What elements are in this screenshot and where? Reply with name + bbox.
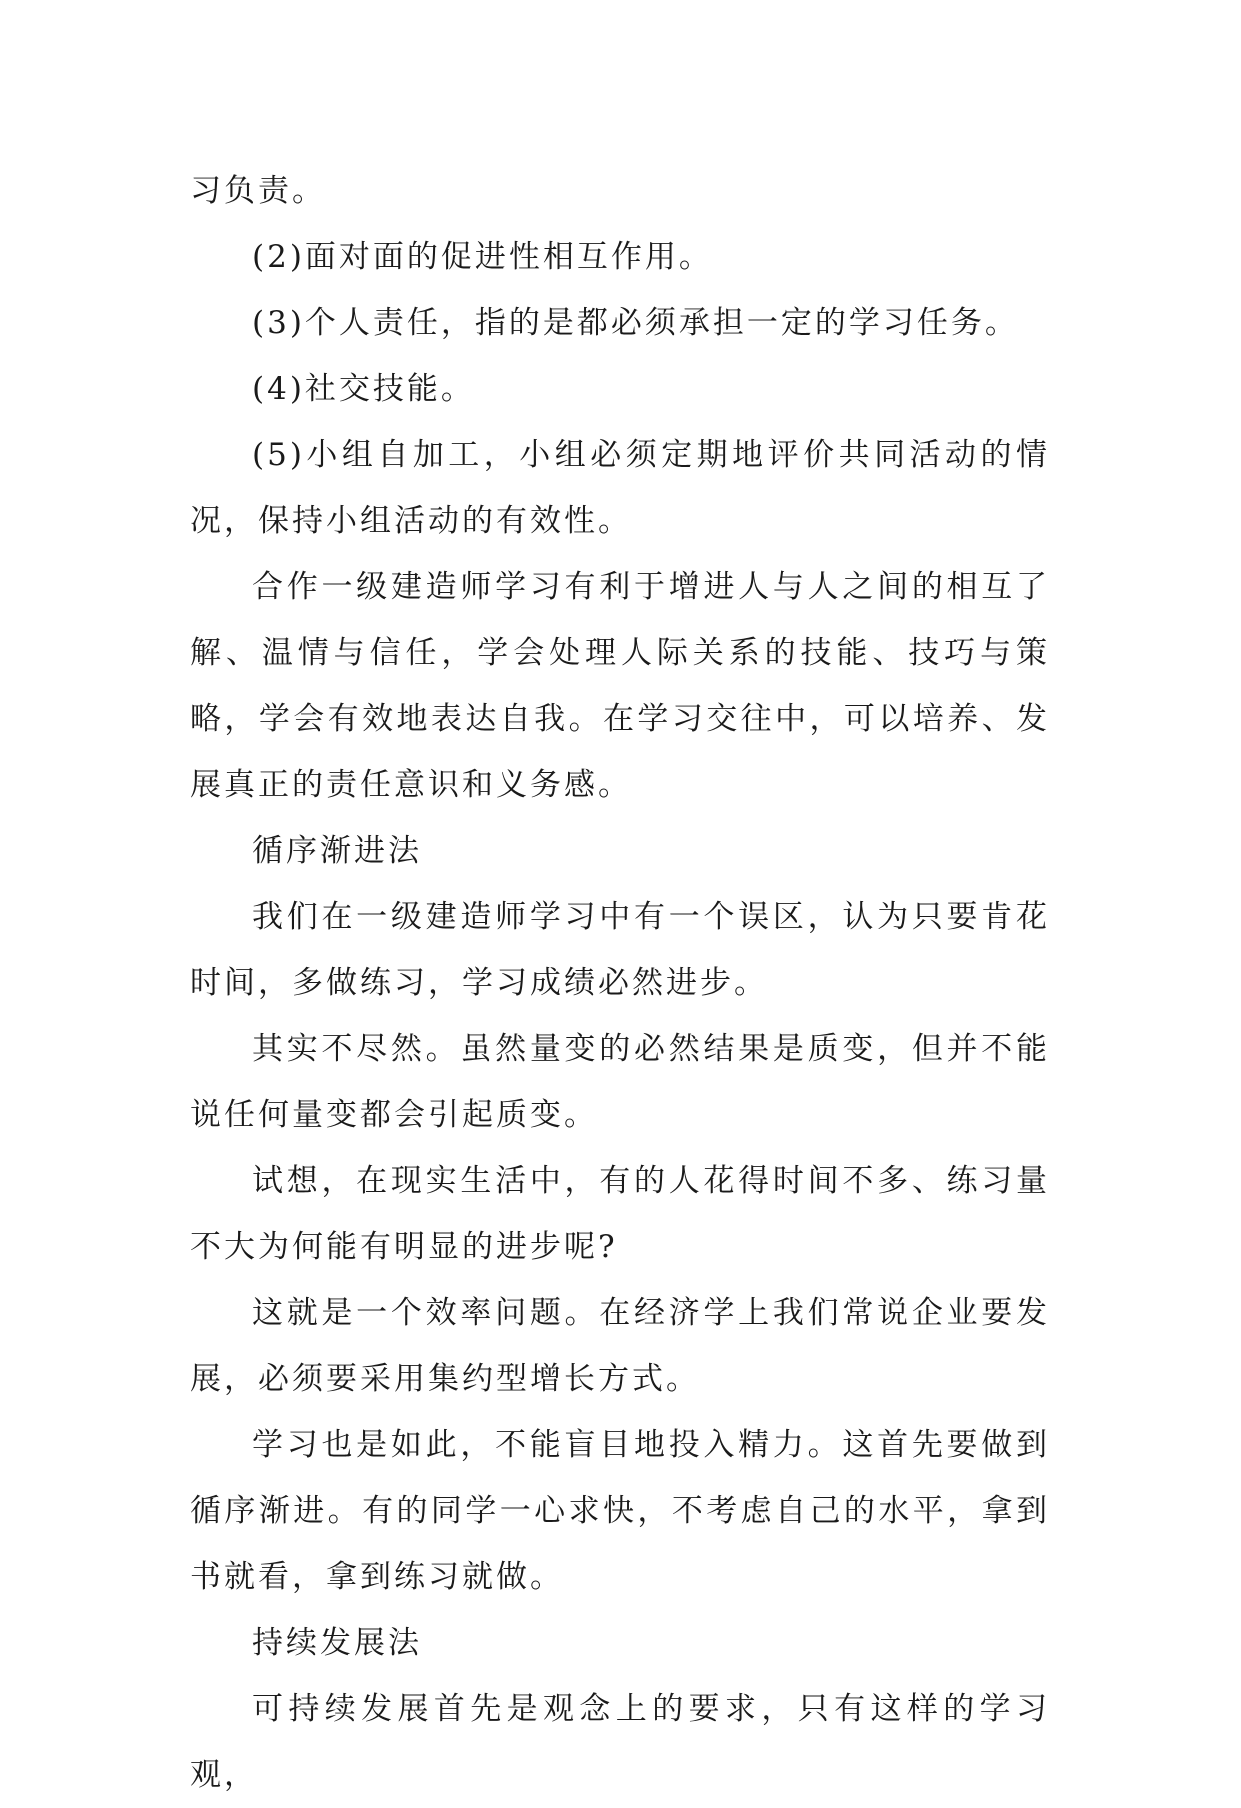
paragraph-list-item-3: (3)个人责任，指的是都必须承担一定的学习任务。 [252,305,1019,341]
paragraph-list-item-4: (4)社交技能。 [252,371,475,407]
paragraph-cooperation-benefits: 合作一级建造师学习有利于增进人与人之间的相互了解、温情与信任，学会处理人际关系的技能、技巧与策略，学会有效地表达自我。在学习交往中，可以培养、发展真正的责任意识和义务感。 [190,569,1050,803]
paragraph-question: 试想，在现实生活中，有的人花得时间不多、练习量不大为何能有明显的进步呢? [190,1163,1050,1265]
paragraph-efficiency: 这就是一个效率问题。在经济学上我们常说企业要发展，必须要采用集约型增长方式。 [190,1295,1050,1397]
paragraph-list-item-2: (2)面对面的促进性相互作用。 [252,239,713,275]
paragraph-continuation: 习负责。 [190,173,326,209]
section-heading-gradual-progress: 循序渐进法 [252,833,422,869]
paragraph-quantity-quality: 其实不尽然。虽然量变的必然结果是质变，但并不能说任何量变都会引起质变。 [190,1031,1050,1133]
document-body [190,158,1050,1808]
section-heading-sustainable-development: 持续发展法 [252,1625,422,1661]
paragraph-list-item-5: (5)小组自加工，小组必须定期地评价共同活动的情况，保持小组活动的有效性。 [190,437,1050,539]
paragraph-misconception: 我们在一级建造师学习中有一个误区，认为只要肯花时间，多做练习，学习成绩必然进步。 [190,899,1050,1001]
paragraph-sustainable-concept: 可持续发展首先是观念上的要求，只有这样的学习观， [190,1691,1050,1793]
paragraph-step-by-step: 学习也是如此，不能盲目地投入精力。这首先要做到循序渐进。有的同学一心求快，不考虑自己的水平，拿到书就看，拿到练习就做。 [190,1427,1050,1595]
